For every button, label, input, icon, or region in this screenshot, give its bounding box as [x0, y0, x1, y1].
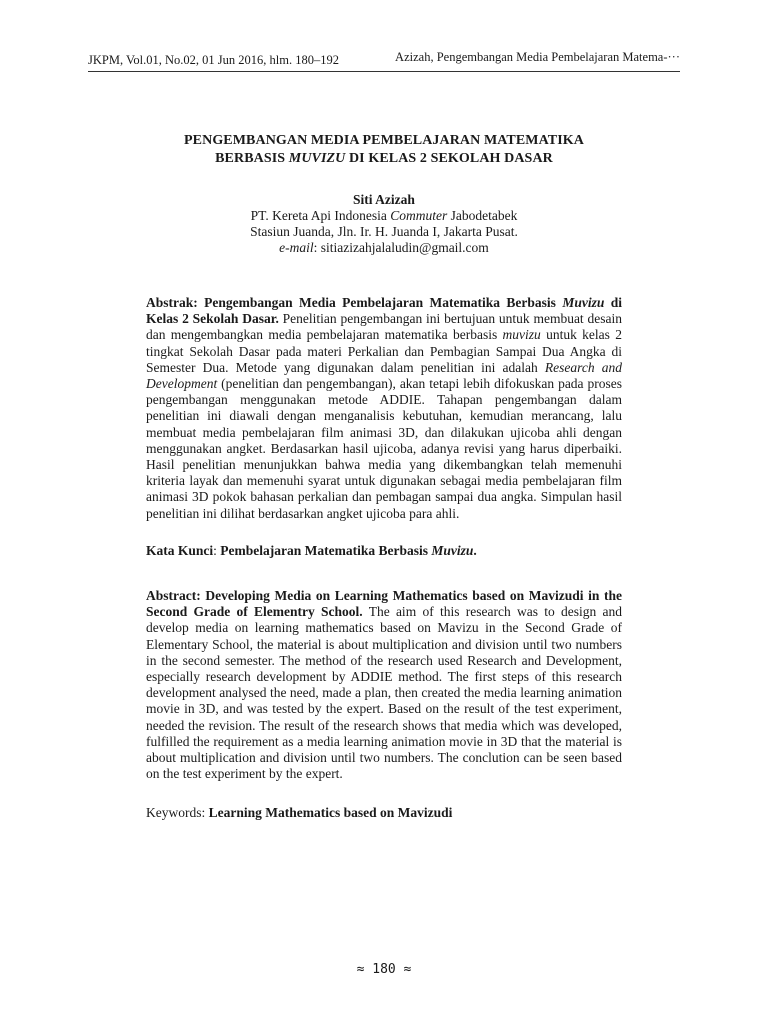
keywords-label: Keywords	[146, 805, 202, 820]
article-title	[120, 132, 648, 168]
author-block	[160, 192, 608, 256]
title-line-2-start: BERBASIS	[215, 151, 289, 166]
abstrak-paragraph	[146, 295, 622, 522]
header-short-title: Azizah, Pengembangan Media Pembelajaran Matema-···	[395, 50, 680, 64]
title-line-2-italic: MUVIZU	[288, 151, 346, 166]
affiliation-end: Jabodetabek	[447, 208, 518, 223]
abstrak-italic-2: Research and Development	[146, 359, 622, 392]
abstract-text: The aim of this research was to design and develop media on learning mathematics based on Mavizu in the Second Grade of Elementary School, the material is about multiplication and division until two numbers in the second semester. The method of the research used Research and Development, especially research development by ADDIE method. The first steps of this research development analysed the need, made a plan, then created the media learning animation movie in 3D, and was tested by the expert. Based on the result of the test experiment, needed the revision. The result of the research shows that media which was developed, fulfilled the requirement as a media learning animation movie in 3D that the material is about multiplication and division until two numbers. The conclution can be seen based on the test experiment by the expert.	[146, 604, 622, 782]
keywords-value: Learning Mathematics based on Mavizudi	[208, 805, 453, 820]
abstrak-text-1: Penelitian pengembangan ini bertujuan untuk membuat desain dan mengembangkan media pembelajaran matematika berbasis	[146, 311, 622, 343]
author-name: Siti Azizah	[353, 192, 415, 207]
title-line-1: PENGEMBANGAN MEDIA PEMBELAJARAN MATEMATIKA	[184, 133, 584, 148]
header-rule	[88, 71, 680, 72]
abstract-heading: Abstract: Developing Media on Learning Mathematics based on Mavizudi in the Second Grade of Elementry School.	[146, 588, 622, 620]
running-header	[88, 50, 680, 72]
abstrak-text-2: untuk kelas 2 tingkat Sekolah Dasar pada materi Perkalian dan Pembagian Sampai Dua Angka di Semester Dua. Metode yang digunakan dalam penelitian ini adalah	[146, 327, 622, 375]
affiliation-start: PT. Kereta Api Indonesia	[250, 208, 391, 223]
kata-kunci-value	[220, 543, 477, 558]
affiliation-italic: Commuter	[390, 208, 448, 223]
author-affiliation	[160, 208, 608, 224]
keywords-separator: :	[201, 805, 209, 820]
title-line-2-end: DI KELAS 2 SEKOLAH DASAR	[345, 151, 553, 166]
email-label: e-mail	[279, 240, 314, 255]
abstrak-text-3: (penelitian dan pengembangan), akan tetapi lebih difokuskan pada proses pengembangan menggunakan metode ADDIE. Tahapan pengembangan dalam penelitian ini diawali dengan menganalisis kebutuhan, kemudian merancang, lalu membuat media pembelajaran film animasi 3D, dan dilakukan ujicoba ahli dengan menggunakan angket. Berdasarkan hasil ujicoba, adanya revisi yang harus diperbaiki. Hasil penelitian menunjukkan bahwa media yang dikembangkan telah memenuhi kriteria layak dan memenuhi syarat untuk digunakan sebagai media pembelajaran film animasi 3D pokok bahasan perkalian dan pembagan sampai dua angka. Simpulan hasil penelitian ini dilihat berdasarkan angket ujicoba para ahli.	[146, 376, 622, 521]
email-value: : sitiazizahjalaludin@gmail.com	[313, 240, 489, 255]
kata-kunci-label: Kata Kunci	[146, 543, 214, 558]
author-email	[160, 240, 608, 256]
abstrak-italic-1: muvizu	[502, 327, 541, 343]
abstrak-heading-end: di Kelas 2 Sekolah Dasar.	[146, 295, 622, 327]
author-address: Stasiun Juanda, Jln. Ir. H. Juanda I, Jakarta Pusat.	[250, 224, 518, 239]
page-number: ≈ 180 ≈	[356, 962, 412, 977]
abstrak-heading-italic: Muvizu	[562, 295, 605, 310]
title-line-2	[120, 150, 648, 168]
kata-kunci-value-start: Pembelajaran Matematika Berbasis	[220, 543, 432, 558]
abstrak-heading-start: Abstrak: Pengembangan Media Pembelajaran Matematika Berbasis	[146, 295, 563, 310]
kata-kunci-value-italic: Muvizu	[431, 543, 474, 558]
kata-kunci-value-end: .	[473, 543, 477, 558]
abstract-paragraph	[146, 588, 622, 782]
kata-kunci	[146, 543, 622, 559]
kata-kunci-separator: :	[213, 543, 221, 558]
keywords	[146, 805, 622, 821]
header-citation: JKPM, Vol.01, No.02, 01 Jun 2016, hlm. 180–192	[88, 53, 339, 67]
